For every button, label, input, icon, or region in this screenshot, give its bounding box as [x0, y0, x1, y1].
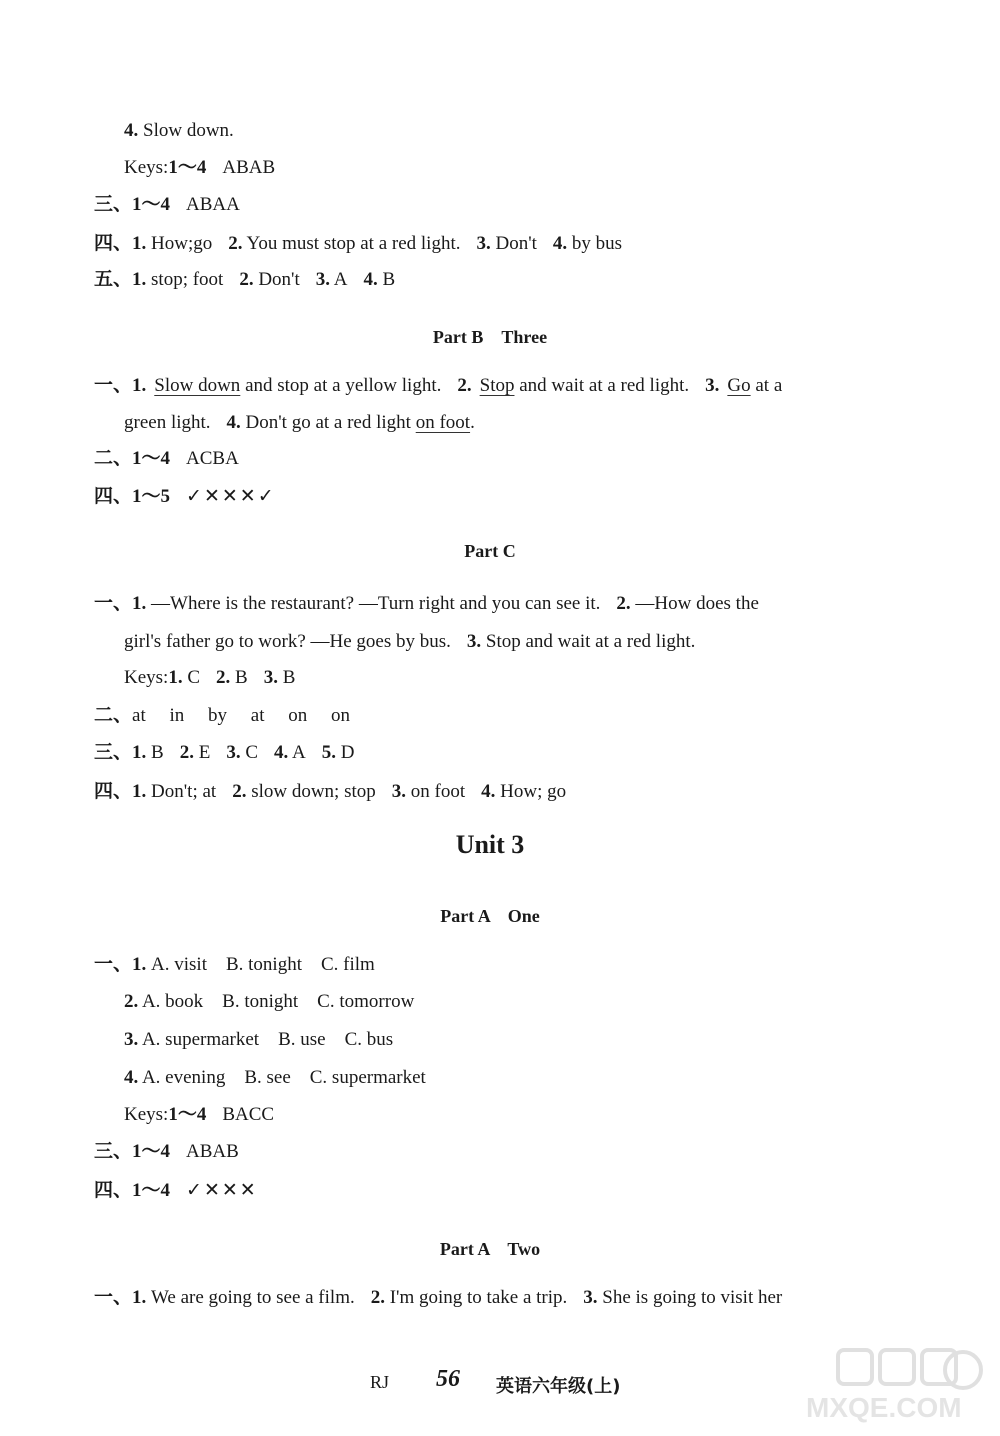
answer-line: 一、1. —Where is the restaurant? —Turn right and you can see it. 2. —How does the [94, 593, 759, 614]
answer-line: 四、1～5 ✓✕✕✕✓ [94, 485, 276, 507]
answer-line: 三、1～4 ABAB [94, 1141, 239, 1162]
unit-heading: Unit 3 [455, 830, 525, 859]
answer-line: green light. 4. Don't go at a red light on foot. [124, 412, 475, 433]
answer-line: 一、1. Slow down and stop at a yellow light. 2. Stop and wait at a red light. 3. Go at a [94, 375, 783, 396]
watermark-text: MXQE.COM [806, 1392, 962, 1423]
check-cross-marks: ✓✕✕✕✓ [186, 485, 276, 507]
section-heading: Part B Three [432, 327, 548, 347]
section-heading: Part A One [440, 906, 540, 926]
answer-line: 3. A. supermarket B. use C. bus [124, 1029, 394, 1050]
keys-line: Keys:1～4 BACC [124, 1104, 275, 1125]
answer-line: 一、1. A. visit B. tonight C. film [94, 954, 375, 975]
answer-line: 四、1～4 ✓✕✕✕ [94, 1179, 258, 1201]
answer-line: girl's father go to work? —He goes by bus. 3. Stop and wait at a red light. [124, 631, 696, 652]
check-cross-marks: ✓✕✕✕ [186, 1179, 258, 1201]
answer-line: 四、1. How;go 2. You must stop at a red light. 3. Don't 4. by bus [94, 233, 623, 254]
answer-line: 一、1. We are going to see a film. 2. I'm going to take a trip. 3. She is going to visit her [94, 1287, 783, 1308]
answer-line: 4. A. evening B. see C. supermarket [124, 1067, 426, 1088]
answer-line: 2. A. book B. tonight C. tomorrow [124, 991, 415, 1012]
footer-book-title: 英语六年级(上) [496, 1376, 621, 1397]
watermark-logo [798, 1348, 988, 1426]
answer-line: 二、1～4 ACBA [94, 448, 239, 469]
keys-line: Keys:1～4 ABAB [124, 157, 276, 178]
answer-line: 三、1. B 2. E 3. C 4. A 5. D [94, 742, 355, 763]
footer-series: RJ [370, 1372, 390, 1392]
answer-line: 二、at in by at on on [94, 705, 350, 726]
answer-line: 4. Slow down. [124, 120, 234, 141]
keys-line: Keys:1. C 2. B 3. B [124, 667, 296, 688]
section-heading: Part A Two [439, 1239, 541, 1259]
page-number: 56 [436, 1366, 460, 1392]
answer-line: 四、1. Don't; at 2. slow down; stop 3. on foot 4. How; go [94, 781, 567, 802]
answer-line: 三、1～4 ABAA [94, 194, 240, 215]
section-heading: Part C [464, 541, 516, 561]
answer-line: 五、1. stop; foot 2. Don't 3. A 4. B [94, 269, 396, 290]
